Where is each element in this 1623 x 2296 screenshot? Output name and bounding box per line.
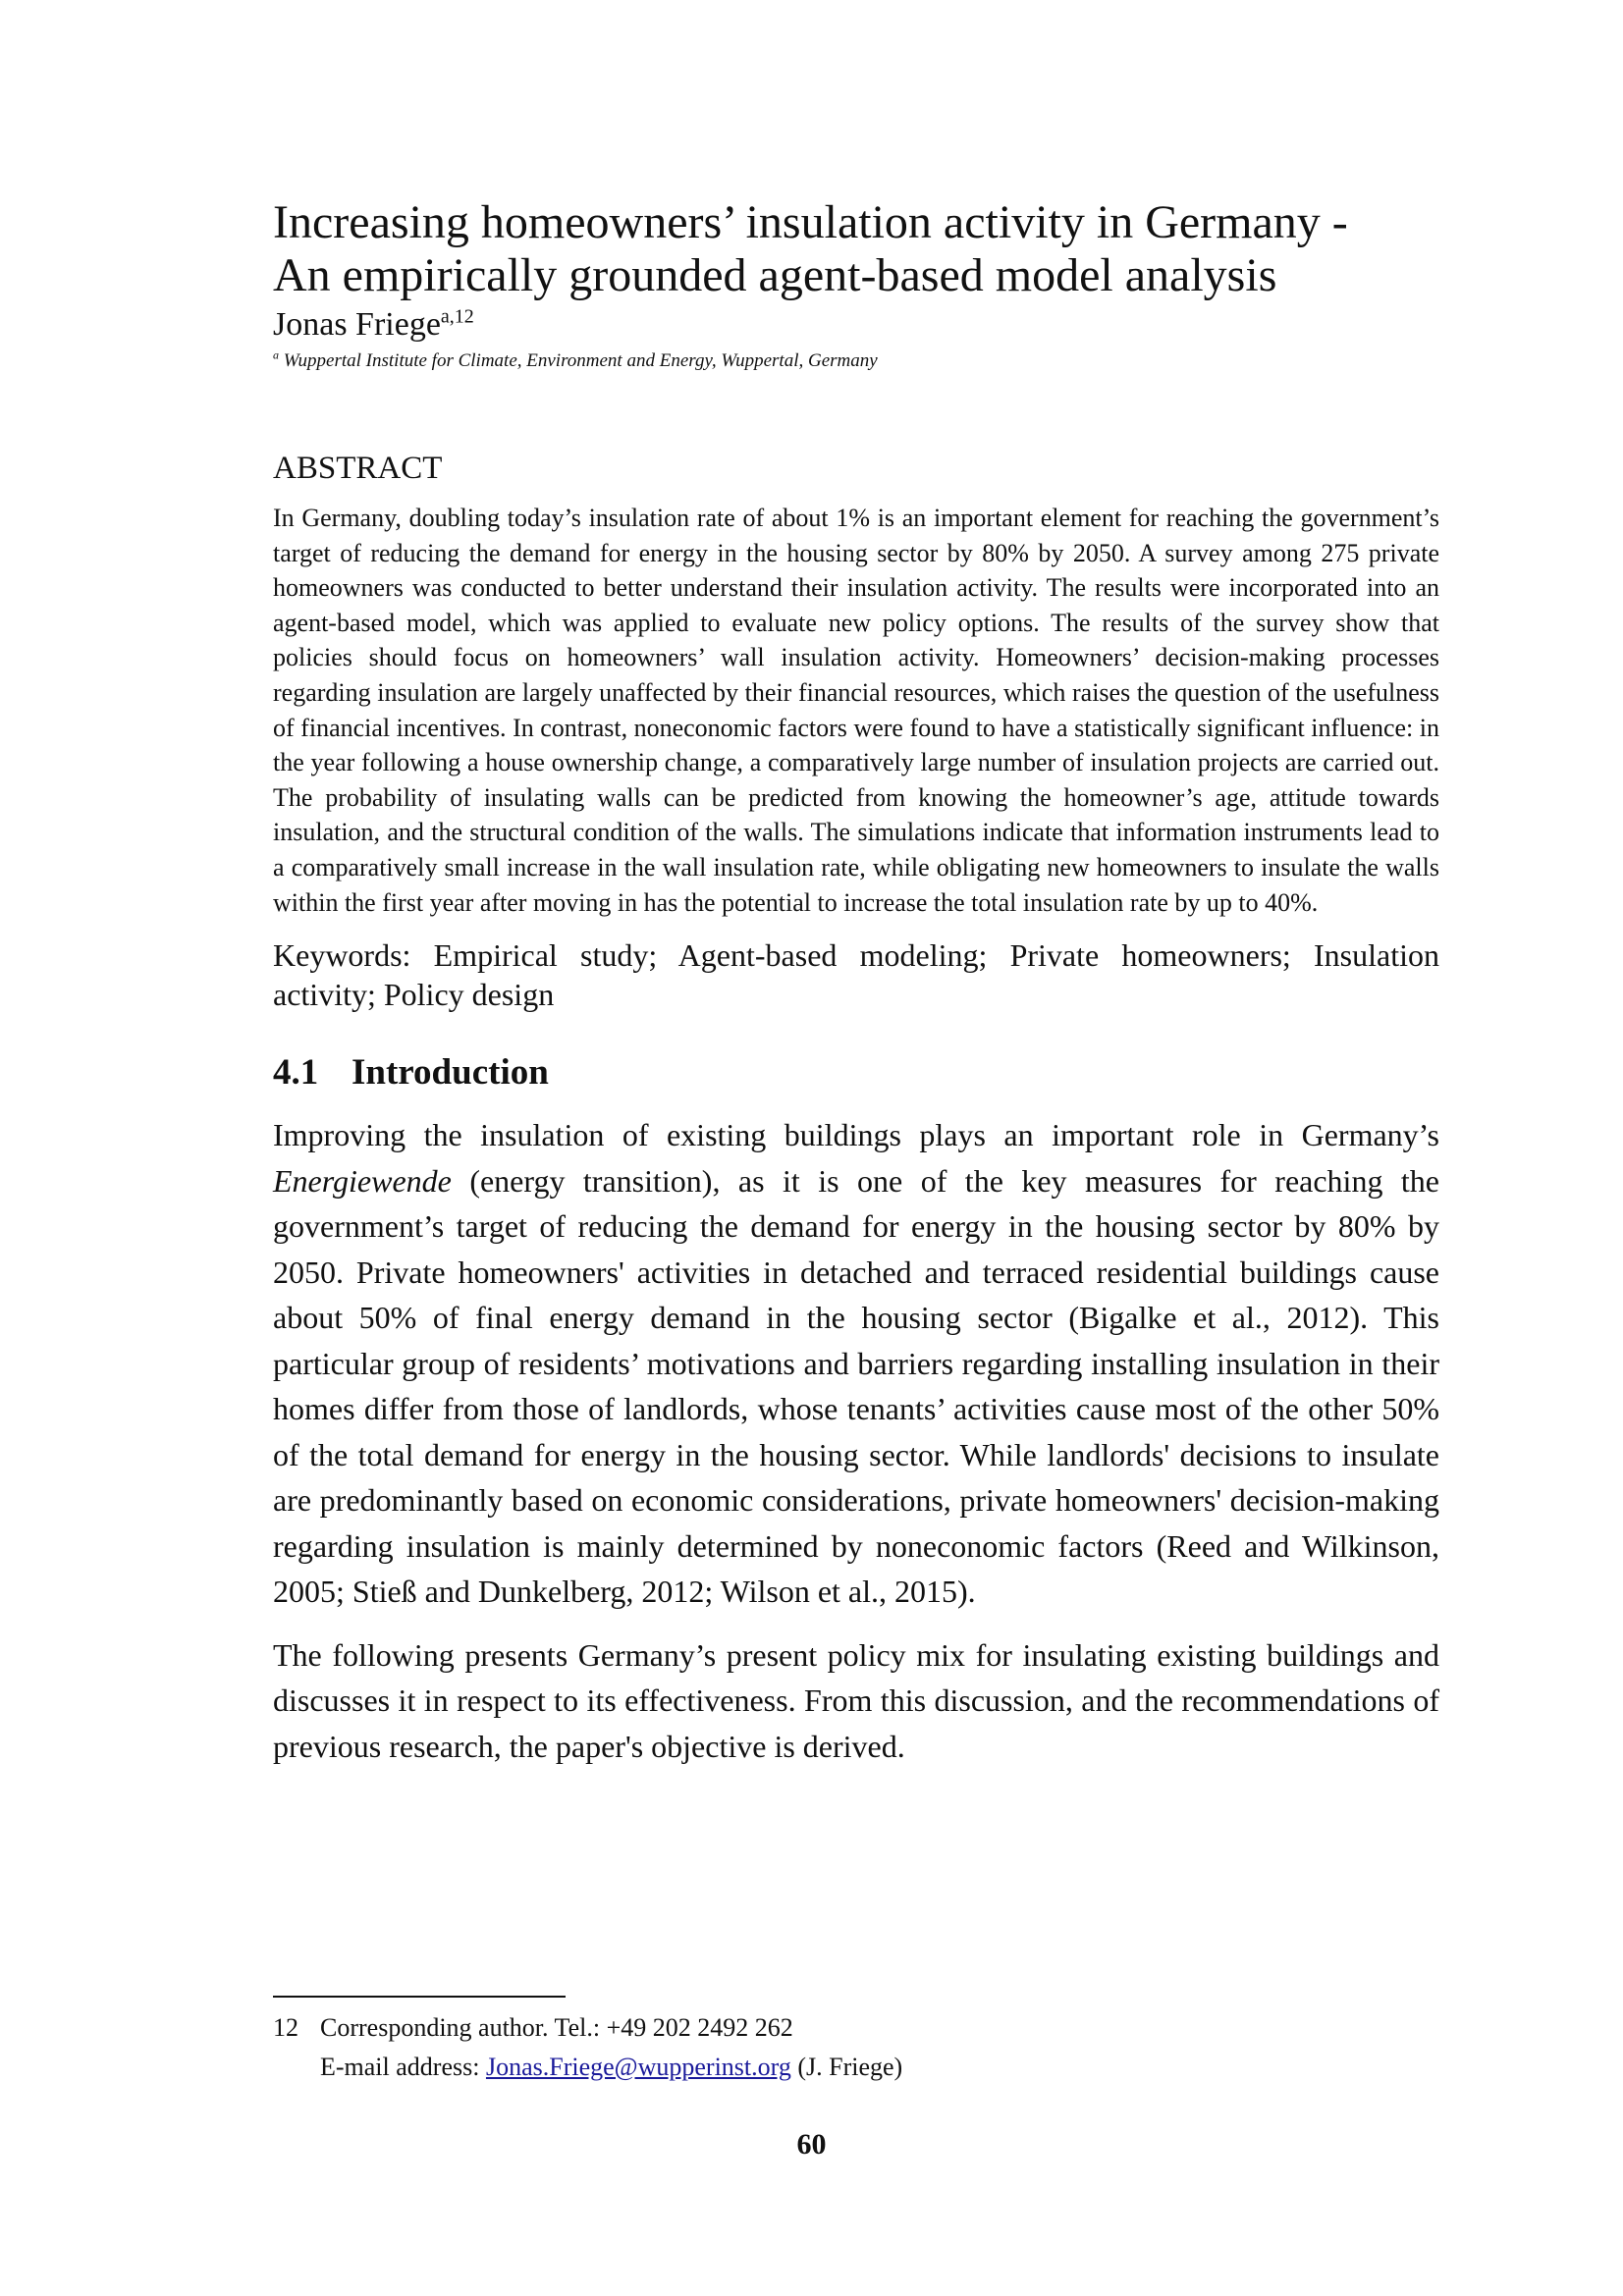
footnote-email-label: E-mail address:: [320, 2053, 486, 2081]
author-marks: a,12: [440, 305, 474, 328]
affiliation: [273, 349, 1439, 373]
footnote-text: Corresponding author. Tel.: +49 202 2492 262: [320, 2013, 793, 2042]
page-number: 60: [796, 2128, 827, 2161]
affiliation-mark: a: [273, 347, 279, 362]
affiliation-text: Wuppertal Institute for Climate, Environment and Energy, Wuppertal, Germany: [283, 350, 878, 371]
intro-p1-italic: Energiewende: [273, 1162, 452, 1199]
intro-p1-rest: (energy transition), as it is one of the key measures for reaching the government’s target of reducing the demand for energy in the housing sector by 80% by 2050. Private homeowners' activities in detached and terraced residential buildings cause about 50% of final energy demand in the housing sector (Bigalke et al., 2012). This particular group of residents’ motivations and barriers regarding installing insulation in their homes differ from those of landlords, whose tenants’ activities cause most of the other 50% of the total demand for energy in the housing sector. While landlords' decisions to insulate are predominantly based on economic considerations, private homeowners' decision-making regarding insulation is mainly determined by noneconomic factors (Reed and Wilkinson, 2005; Stieß and Dunkelberg, 2012; Wilson et al., 2015).: [273, 1162, 1439, 1610]
abstract-heading: ABSTRACT: [273, 451, 443, 486]
abstract-body: In Germany, doubling today’s insulation rate of about 1% is an important element for reaching the government’s target of reducing the demand for energy in the housing sector by 80% by 2050. A survey among 275 private homeowners was conducted to better understand their insulation activity. The results were incorporated into an agent-based model, which was applied to evaluate new policy options. The results of the survey show that policies should focus on homeowners’ wall insulation activity. Homeowners’ decision-making processes regarding insulation are largely unaffected by their financial resources, which raises the question of the usefulness of financial incentives. In contrast, noneconomic factors were found to have a statistically significant influence: in the year following a house ownership change, a comparatively large number of insulation projects are carried out. The probability of insulating walls can be predicted from knowing the homeowner’s age, attitude towards insulation, and the structural condition of the walls. The simulations indicate that information instruments lead to a comparatively small increase in the wall insulation rate, while obligating new homeowners to insulate the walls within the first year after moving in has the potential to increase the total insulation rate by up to 40%.: [273, 504, 1439, 917]
footnote-number: 12: [273, 2013, 298, 2042]
author-line: [273, 306, 1439, 344]
footnote: [273, 2008, 1439, 2087]
paper-title-line-2: An empirically grounded agent-based model analysis: [273, 249, 1277, 301]
section-title: Introduction: [352, 1052, 549, 1094]
keywords: Keywords: Empirical study; Agent-based modeling; Private homeowners; Insulation activity; Policy design: [273, 937, 1439, 1013]
author-name: Jonas Friege: [273, 306, 441, 343]
intro-paragraph-2: The following presents Germany’s present policy mix for insulating existing buildings and discusses it in respect to its effectiveness. From this discussion, and the recommendations of previous research, the paper's objective is derived.: [273, 1636, 1439, 1764]
footnote-email-suffix: (J. Friege): [790, 2053, 903, 2081]
intro-p1-start: Improving the insulation of existing buildings plays an important role in Germany’s: [273, 1117, 1439, 1153]
paper-page: [273, 196, 1439, 1769]
intro-paragraph-1: [273, 1112, 1439, 1615]
footnote-line-1: [273, 2008, 1439, 2048]
section-heading: [273, 1051, 1439, 1095]
paper-title-line-1: Increasing homeowners’ insulation activity in Germany -: [273, 196, 1348, 248]
section-number: 4.1: [273, 1052, 319, 1094]
footnote-line-2: [273, 2048, 1439, 2087]
footnote-email-link[interactable]: Jonas.Friege@wupperinst.org: [485, 2053, 791, 2081]
footnote-divider: [273, 1996, 566, 1998]
